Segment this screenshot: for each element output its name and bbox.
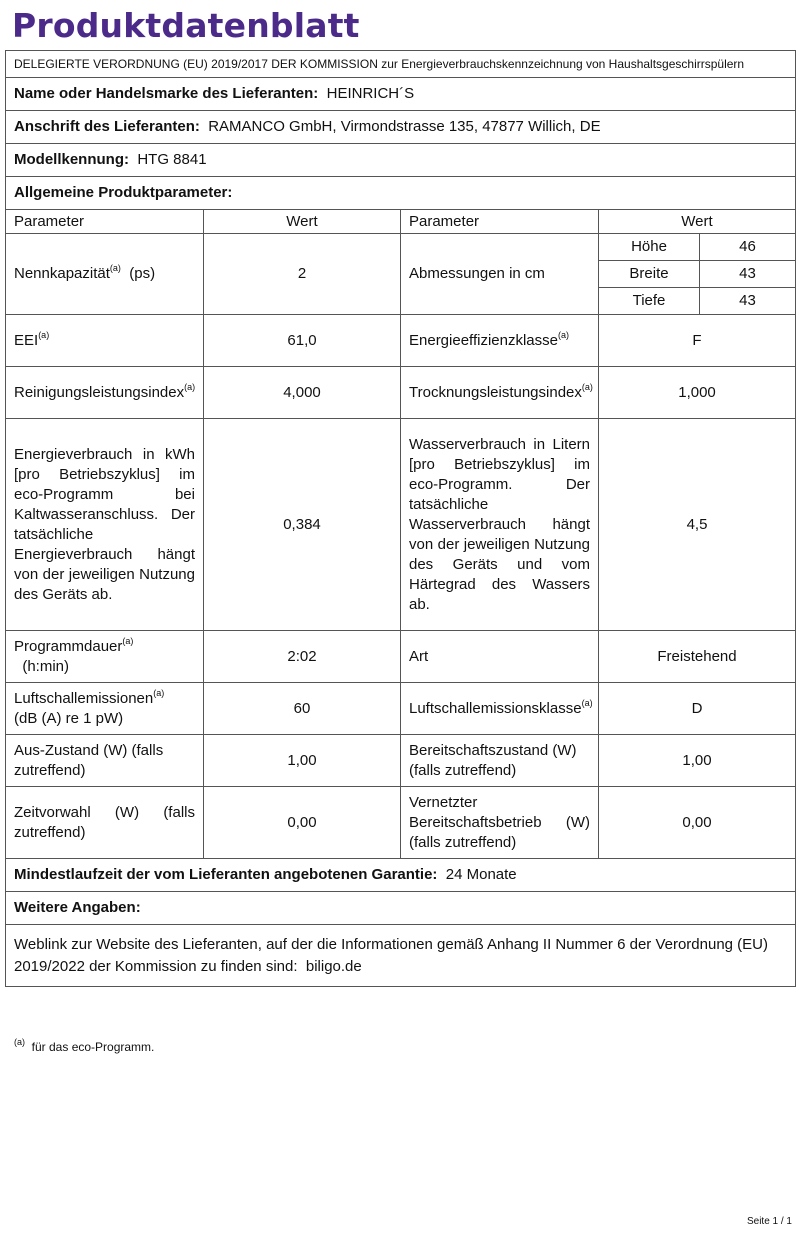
networked-standby-label: Vernetzter Bereitschaftsbetrieb (W) (falls zutreffend) [401, 787, 599, 859]
warranty-value: 24 Monate [445, 866, 517, 883]
drying-index-value: 1,000 [599, 367, 796, 419]
address-row [6, 111, 796, 144]
drying-index-label: Trocknungsleistungsindex$^{(a)}$ [401, 367, 599, 419]
footnote-mark: (a) [184, 381, 196, 392]
dimension-row [599, 288, 795, 315]
table-row [6, 787, 796, 859]
dimension-row [599, 234, 795, 261]
table-row [6, 735, 796, 787]
delay-start-label: Zeitvorwahl (W) (falls zutreffend) [6, 787, 204, 859]
table-row [6, 683, 796, 735]
header-parameter: Parameter [401, 210, 599, 234]
cleaning-index-label: Reinigungsleistungsindex$^{(a)}$ [6, 367, 204, 419]
supplier-label: Name oder Handelsmarke des Lieferanten: [14, 85, 319, 102]
capacity-value: 2 [204, 234, 401, 315]
dimension-label-width: Breite [599, 261, 700, 288]
footnote-text: für das eco-Programm. [31, 1040, 155, 1054]
table-row [6, 315, 796, 367]
water-consumption-label: Wasserverbrauch in Litern [pro Betriebszyklus] im eco-Programm. Der tatsächliche Wasserverbrauch hängt von der jeweiligen Nutzung des Geräts und vom Härtegrad des Wassers ab. [401, 419, 599, 631]
delay-start-value: 0,00 [204, 787, 401, 859]
table-row [6, 631, 796, 683]
energy-consumption-value: 0,384 [204, 419, 401, 631]
type-label: Art [401, 631, 599, 683]
footnote-mark: (a) [557, 329, 569, 340]
type-value: Freistehend [599, 631, 796, 683]
eei-value: 61,0 [204, 315, 401, 367]
general-params-label: Allgemeine Produktparameter: [14, 184, 233, 201]
address-label: Anschrift des Lieferanten: [14, 118, 200, 135]
off-mode-label: Aus-Zustand (W) (falls zutreffend) [6, 735, 204, 787]
regulation-row [6, 51, 796, 78]
further-info-row [6, 892, 796, 925]
noise-class-value: D [599, 683, 796, 735]
footnote-mark: (a) [581, 697, 593, 708]
footnote-mark: (a) [153, 687, 165, 698]
noise-value: 60 [204, 683, 401, 735]
footnote-mark: (a) [122, 635, 134, 646]
weblink-text: Weblink zur Website des Lieferanten, auf der die Informationen gemäß Anhang II Nummer 6 der Verordnung (EU) 2019/2022 der Kommission zu finden sind: [14, 936, 769, 975]
dimension-label-height: Höhe [599, 234, 700, 261]
supplier-row [6, 78, 796, 111]
further-info-label: Weitere Angaben: [14, 899, 141, 916]
networked-standby-value: 0,00 [599, 787, 796, 859]
dimension-label-depth: Tiefe [599, 288, 700, 315]
noise-label: Luftschallemissionen$^{(a)}$ (dB (A) re 1 pW) [6, 683, 204, 735]
footnote-mark: (a) [38, 329, 50, 340]
header-value: Wert [204, 210, 401, 234]
standby-value: 1,00 [599, 735, 796, 787]
product-data-table [5, 50, 796, 987]
model-label: Modellkennung: [14, 151, 129, 168]
table-row [6, 234, 796, 315]
water-consumption-value: 4,5 [599, 419, 796, 631]
weblink-row [6, 925, 796, 987]
dimension-value-height: 46 [700, 234, 796, 261]
model-row [6, 144, 796, 177]
footnote [14, 1037, 155, 1054]
model-value: HTG 8841 [137, 151, 207, 168]
standby-label: Bereitschaftszustand (W) (falls zutreffend) [401, 735, 599, 787]
program-duration-label: Programmdauer$^{(a)}$ (h:min) [6, 631, 204, 683]
efficiency-class-label: Energieeffizienzklasse$^{(a)}$ [401, 315, 599, 367]
off-mode-value: 1,00 [204, 735, 401, 787]
table-row [6, 367, 796, 419]
page-number: Seite 1 / 1 [746, 1216, 792, 1227]
eei-label: EEI$^{(a)}$ [6, 315, 204, 367]
efficiency-class-value: F [599, 315, 796, 367]
energy-consumption-label: Energieverbrauch in kWh [pro Betriebszyklus] im eco-Programm bei Kaltwasseranschluss. Der tatsächliche Energieverbrauch hängt von der jeweiligen Nutzung des Geräts ab. [6, 419, 204, 631]
footnote-mark: (a) [109, 263, 121, 273]
cleaning-index-value: 4,000 [204, 367, 401, 419]
dimension-value-depth: 43 [739, 292, 756, 309]
weblink-value[interactable]: biligo.de [305, 958, 362, 975]
regulation-text: DELEGIERTE VERORDNUNG (EU) 2019/2017 DER KOMMISSION zur Energieverbrauchskennzeichnung von Haushaltsgeschirrspülern [6, 51, 796, 78]
address-value: RAMANCO GmbH, Virmondstrasse 135, 47877 Willich, DE [208, 118, 601, 135]
page-title: Produktdatenblatt [12, 6, 360, 45]
general-params-row [6, 177, 796, 210]
capacity-label: Nennkapazität$^{(a)}$ (ps) [6, 234, 204, 315]
header-parameter: Parameter [6, 210, 204, 234]
program-duration-value: 2:02 [204, 631, 401, 683]
dimensions-label: Abmessungen in cm [401, 234, 599, 315]
dimension-value-width: 43 [700, 261, 796, 288]
noise-class-label: Luftschallemissionsklasse$^{(a)}$ [401, 683, 599, 735]
dimension-row [599, 261, 795, 288]
supplier-value: HEINRICH´S [326, 85, 415, 102]
warranty-row [6, 859, 796, 892]
footnote-mark: (a) [581, 381, 593, 392]
table-row [6, 419, 796, 631]
header-value: Wert [599, 210, 796, 234]
footnote-mark: (a) [14, 1037, 25, 1047]
dimensions-values [599, 234, 796, 315]
table-header-row [6, 210, 796, 234]
warranty-label: Mindestlaufzeit der vom Lieferanten angebotenen Garantie: [14, 866, 438, 883]
